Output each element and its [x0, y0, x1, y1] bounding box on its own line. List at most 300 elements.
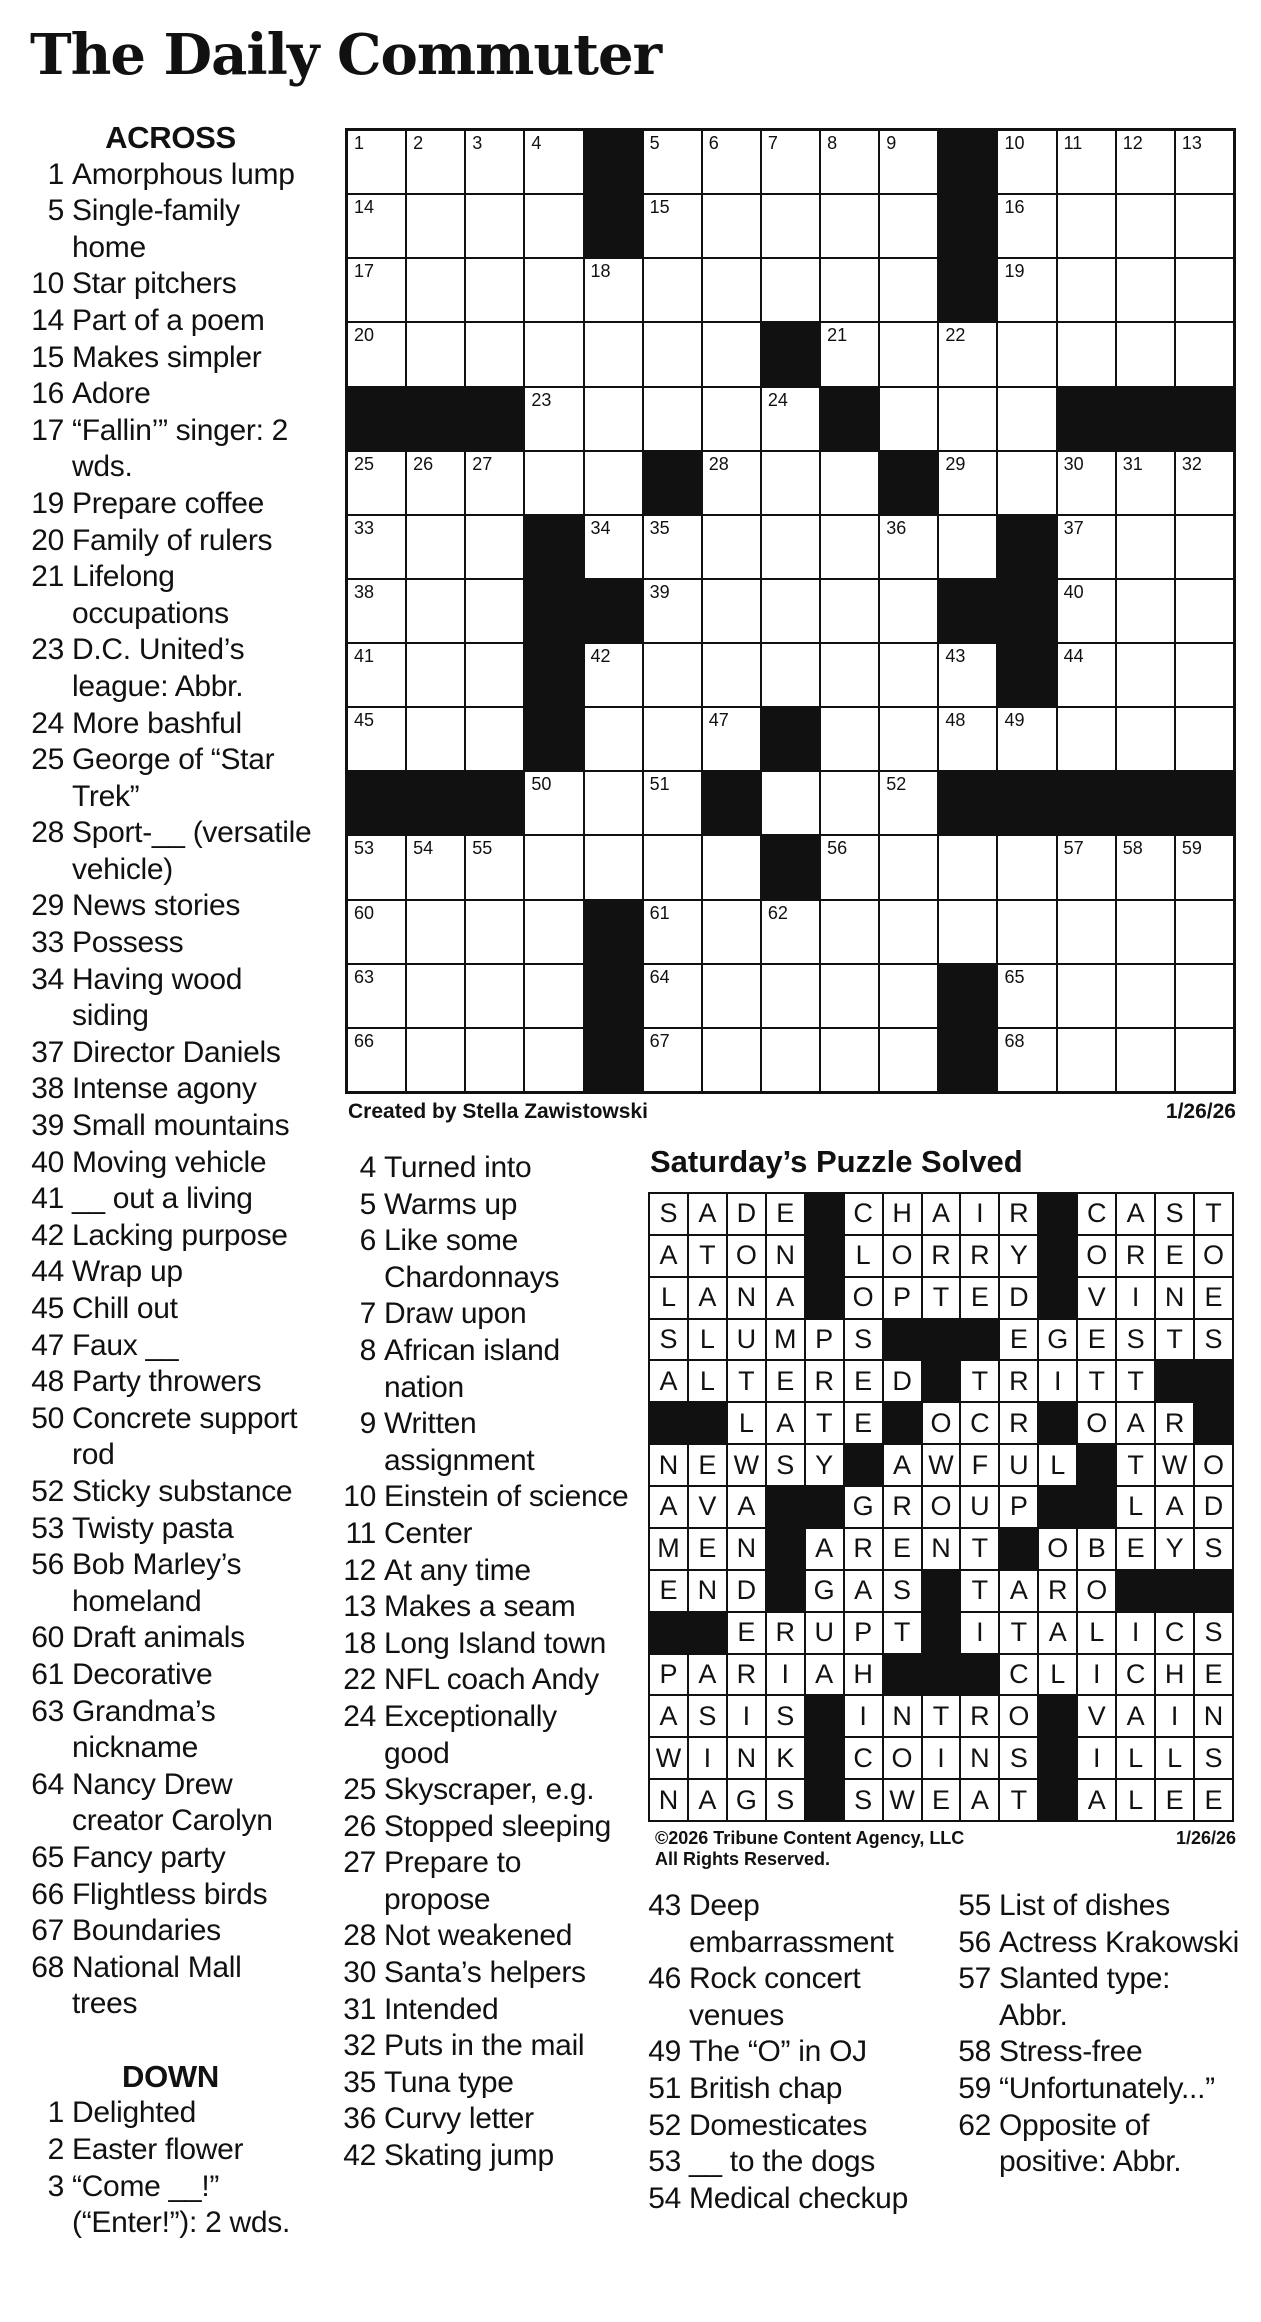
clue-down-b-25[interactable]: [340, 1772, 630, 1809]
grid-cell[interactable]: [939, 452, 996, 514]
grid-cell[interactable]: [998, 836, 1055, 898]
grid-cell[interactable]: [1058, 323, 1115, 385]
black-square: [939, 965, 996, 1027]
black-square: [585, 965, 642, 1027]
grid-cell[interactable]: [703, 836, 760, 898]
solved-letter: S: [1195, 1613, 1232, 1653]
clue-down-c-53[interactable]: [645, 2144, 945, 2181]
clue-across-21[interactable]: [28, 559, 313, 632]
clue-down-c-52[interactable]: [645, 2108, 945, 2145]
grid-cell[interactable]: [525, 1029, 582, 1091]
grid-cell[interactable]: [998, 131, 1055, 193]
grid-cell[interactable]: [821, 708, 878, 770]
clue-down-b-22[interactable]: [340, 1662, 630, 1699]
grid-cell[interactable]: [585, 259, 642, 321]
grid-cell[interactable]: [1117, 644, 1174, 706]
grid-cell[interactable]: [644, 131, 701, 193]
clue-down-b-18[interactable]: [340, 1626, 630, 1663]
grid-cell[interactable]: [525, 259, 582, 321]
grid-cell[interactable]: [1176, 644, 1233, 706]
grid-cell[interactable]: [1117, 580, 1174, 642]
grid-cell[interactable]: [407, 323, 464, 385]
clue-down-d-59[interactable]: [955, 2071, 1245, 2108]
grid-cell[interactable]: [1058, 708, 1115, 770]
grid-cell[interactable]: [762, 516, 819, 578]
grid-cell[interactable]: [703, 388, 760, 450]
clue-text: British chap: [689, 2071, 843, 2105]
grid-cell[interactable]: [1176, 131, 1233, 193]
grid-cell[interactable]: [407, 195, 464, 257]
grid-cell[interactable]: [1176, 901, 1233, 963]
grid-cell[interactable]: [348, 259, 405, 321]
clue-across-37[interactable]: [28, 1035, 313, 1072]
clue-across-16[interactable]: [28, 376, 313, 413]
grid-cell[interactable]: [1117, 1029, 1174, 1091]
grid-cell[interactable]: [407, 965, 464, 1027]
solved-black-square: [1156, 1571, 1193, 1611]
grid-cell[interactable]: [466, 452, 523, 514]
clue-across-10[interactable]: [28, 266, 313, 303]
grid-cell[interactable]: [939, 516, 996, 578]
grid-cell[interactable]: [466, 836, 523, 898]
grid-cell[interactable]: [585, 708, 642, 770]
grid-cell[interactable]: [703, 259, 760, 321]
grid-cell[interactable]: [880, 131, 937, 193]
clue-across-48[interactable]: [28, 1364, 313, 1401]
grid-cell[interactable]: [880, 516, 937, 578]
grid-cell[interactable]: [644, 901, 701, 963]
grid-cell[interactable]: [1176, 836, 1233, 898]
grid-cell[interactable]: [762, 195, 819, 257]
grid-cell[interactable]: [407, 644, 464, 706]
grid-cell[interactable]: [703, 708, 760, 770]
grid-cell[interactable]: [466, 323, 523, 385]
clue-across-19[interactable]: [28, 486, 313, 523]
grid-cell[interactable]: [821, 836, 878, 898]
grid-cell[interactable]: [1176, 195, 1233, 257]
grid-cell[interactable]: [407, 901, 464, 963]
clue-across-50[interactable]: [28, 1401, 313, 1474]
grid-cell[interactable]: [1176, 965, 1233, 1027]
grid-cell[interactable]: [821, 644, 878, 706]
clue-down-b-8[interactable]: [340, 1333, 630, 1406]
cell-number: 36: [886, 517, 907, 538]
clue-down-b-6[interactable]: [340, 1223, 630, 1296]
grid-cell[interactable]: [585, 644, 642, 706]
grid-cell[interactable]: [1058, 131, 1115, 193]
clue-number: 30: [343, 1956, 376, 1990]
black-square: [939, 580, 996, 642]
grid-cell[interactable]: [998, 965, 1055, 1027]
grid-cell[interactable]: [585, 452, 642, 514]
clue-down-b-35[interactable]: [340, 2065, 630, 2102]
grid-cell[interactable]: [1117, 516, 1174, 578]
grid-cell[interactable]: [407, 1029, 464, 1091]
grid-cell[interactable]: [998, 452, 1055, 514]
grid-cell[interactable]: [939, 708, 996, 770]
solved-letter: A: [689, 1780, 726, 1820]
grid-cell[interactable]: [762, 772, 819, 834]
clue-across-56[interactable]: [28, 1547, 313, 1620]
grid-cell[interactable]: [466, 1029, 523, 1091]
grid-cell[interactable]: [525, 965, 582, 1027]
clue-text: Domesticates: [689, 2108, 868, 2142]
grid-cell[interactable]: [1176, 259, 1233, 321]
clue-across-34[interactable]: [28, 962, 313, 1035]
grid-cell[interactable]: [644, 259, 701, 321]
grid-cell[interactable]: [466, 644, 523, 706]
grid-cell[interactable]: [1058, 516, 1115, 578]
clue-down-b-5[interactable]: [340, 1187, 630, 1224]
grid-cell[interactable]: [1058, 836, 1115, 898]
grid-cell[interactable]: [762, 901, 819, 963]
grid-cell[interactable]: [762, 965, 819, 1027]
clue-across-47[interactable]: [28, 1328, 313, 1365]
grid-cell[interactable]: [1058, 452, 1115, 514]
grid-cell[interactable]: [880, 388, 937, 450]
grid-cell[interactable]: [1117, 195, 1174, 257]
grid-cell[interactable]: [407, 259, 464, 321]
grid-cell[interactable]: [880, 195, 937, 257]
grid-cell[interactable]: [644, 388, 701, 450]
grid-cell[interactable]: [703, 644, 760, 706]
solved-black-square: [689, 1403, 726, 1443]
grid-cell[interactable]: [466, 901, 523, 963]
solved-letter: S: [767, 1445, 804, 1485]
grid-cell[interactable]: [585, 516, 642, 578]
cell-number: 17: [354, 261, 375, 282]
grid-cell[interactable]: [1117, 259, 1174, 321]
clue-down-b-30[interactable]: [340, 1955, 630, 1992]
grid-cell[interactable]: [821, 452, 878, 514]
clue-down-d-56[interactable]: [955, 1925, 1245, 1962]
grid-cell[interactable]: [880, 644, 937, 706]
grid-cell[interactable]: [821, 259, 878, 321]
grid-cell[interactable]: [880, 708, 937, 770]
clue-across-38[interactable]: [28, 1071, 313, 1108]
grid-cell[interactable]: [762, 131, 819, 193]
clue-across-17[interactable]: [28, 413, 313, 486]
clue-across-67[interactable]: [28, 1913, 313, 1950]
grid-cell[interactable]: [644, 708, 701, 770]
black-square: [762, 708, 819, 770]
clue-down-c-46[interactable]: [645, 1961, 945, 2034]
grid-cell[interactable]: [998, 259, 1055, 321]
solved-letter: T: [1117, 1445, 1154, 1485]
grid-cell[interactable]: [939, 388, 996, 450]
grid-cell[interactable]: [821, 772, 878, 834]
clue-down-b-28[interactable]: [340, 1918, 630, 1955]
grid-cell[interactable]: [998, 1029, 1055, 1091]
clue-down-b-31[interactable]: [340, 1992, 630, 2029]
clue-down-b-32[interactable]: [340, 2028, 630, 2065]
grid-cell[interactable]: [348, 708, 405, 770]
grid-cell[interactable]: [1117, 965, 1174, 1027]
clue-down-d-55[interactable]: [955, 1888, 1245, 1925]
grid-cell[interactable]: [998, 901, 1055, 963]
clue-across-52[interactable]: [28, 1474, 313, 1511]
grid-cell[interactable]: [348, 131, 405, 193]
grid-cell[interactable]: [525, 836, 582, 898]
grid-cell[interactable]: [880, 259, 937, 321]
clue-across-61[interactable]: [28, 1657, 313, 1694]
clue-number: 54: [648, 2181, 681, 2215]
grid-cell[interactable]: [407, 452, 464, 514]
grid-cell[interactable]: [1117, 323, 1174, 385]
clue-across-66[interactable]: [28, 1877, 313, 1914]
grid-cell[interactable]: [821, 131, 878, 193]
grid-cell[interactable]: [644, 516, 701, 578]
clue-down-b-27[interactable]: [340, 1845, 630, 1918]
grid-cell[interactable]: [703, 965, 760, 1027]
grid-cell[interactable]: [939, 836, 996, 898]
grid-cell[interactable]: [644, 1029, 701, 1091]
grid-cell[interactable]: [525, 323, 582, 385]
grid-cell[interactable]: [348, 1029, 405, 1091]
clue-down-b-26[interactable]: [340, 1809, 630, 1846]
clue-across-63[interactable]: [28, 1694, 313, 1767]
clue-text: Medical checkup: [689, 2181, 908, 2215]
clue-across-64[interactable]: [28, 1767, 313, 1840]
grid-cell[interactable]: [821, 965, 878, 1027]
clue-down-b-42[interactable]: [340, 2138, 630, 2175]
cell-number: 35: [649, 517, 670, 538]
grid-cell[interactable]: [644, 772, 701, 834]
grid-cell[interactable]: [880, 965, 937, 1027]
grid-cell[interactable]: [1176, 516, 1233, 578]
grid-cell[interactable]: [1117, 452, 1174, 514]
grid-cell[interactable]: [998, 708, 1055, 770]
grid-cell[interactable]: [1058, 965, 1115, 1027]
clue-down-b-12[interactable]: [340, 1553, 630, 1590]
grid-cell[interactable]: [348, 836, 405, 898]
grid-cell[interactable]: [821, 516, 878, 578]
grid-cell[interactable]: [466, 580, 523, 642]
clue-across-40[interactable]: [28, 1145, 313, 1182]
grid-cell[interactable]: [1117, 901, 1174, 963]
grid-cell[interactable]: [880, 772, 937, 834]
grid-cell[interactable]: [939, 323, 996, 385]
clue-across-14[interactable]: [28, 303, 313, 340]
grid-cell[interactable]: [703, 1029, 760, 1091]
grid-cell[interactable]: [880, 901, 937, 963]
clue-across-45[interactable]: [28, 1291, 313, 1328]
grid-cell[interactable]: [762, 1029, 819, 1091]
grid-cell[interactable]: [1176, 580, 1233, 642]
grid-cell[interactable]: [585, 323, 642, 385]
grid-cell[interactable]: [348, 195, 405, 257]
grid-cell[interactable]: [998, 388, 1055, 450]
crossword-grid[interactable]: [345, 128, 1236, 1094]
grid-cell[interactable]: [1176, 708, 1233, 770]
clue-number: 19: [31, 486, 64, 520]
grid-cell[interactable]: [703, 323, 760, 385]
clue-down-a-3[interactable]: [28, 2169, 313, 2242]
solved-black-square: [884, 1655, 921, 1695]
grid-cell[interactable]: [821, 323, 878, 385]
clue-across-42[interactable]: [28, 1218, 313, 1255]
grid-cell[interactable]: [466, 195, 523, 257]
grid-cell[interactable]: [821, 195, 878, 257]
grid-cell[interactable]: [939, 901, 996, 963]
clue-across-20[interactable]: [28, 523, 313, 560]
clue-across-28[interactable]: [28, 815, 313, 888]
solved-letter: R: [1000, 1403, 1037, 1443]
grid-cell[interactable]: [644, 836, 701, 898]
clue-down-b-36[interactable]: [340, 2101, 630, 2138]
black-square: [585, 580, 642, 642]
grid-cell[interactable]: [1058, 195, 1115, 257]
clue-across-25[interactable]: [28, 742, 313, 815]
clue-across-29[interactable]: [28, 888, 313, 925]
grid-cell[interactable]: [525, 452, 582, 514]
grid-cell[interactable]: [525, 195, 582, 257]
solved-letter: S: [1117, 1320, 1154, 1360]
clue-down-b-4[interactable]: [340, 1150, 630, 1187]
clue-down-b-11[interactable]: [340, 1516, 630, 1553]
grid-cell[interactable]: [703, 195, 760, 257]
clue-across-5[interactable]: [28, 193, 313, 266]
cell-number: 34: [590, 517, 611, 538]
grid-cell[interactable]: [703, 452, 760, 514]
solved-black-square: [650, 1403, 687, 1443]
grid-cell[interactable]: [762, 259, 819, 321]
solved-black-square: [1078, 1445, 1115, 1485]
grid-cell[interactable]: [644, 580, 701, 642]
grid-cell[interactable]: [407, 516, 464, 578]
clue-down-c-54[interactable]: [645, 2181, 945, 2218]
clue-across-39[interactable]: [28, 1108, 313, 1145]
clue-across-53[interactable]: [28, 1511, 313, 1548]
clue-across-24[interactable]: [28, 706, 313, 743]
solved-letter: L: [689, 1361, 726, 1401]
solved-letter: W: [728, 1445, 765, 1485]
grid-cell[interactable]: [644, 965, 701, 1027]
clue-across-41[interactable]: [28, 1181, 313, 1218]
grid-cell[interactable]: [703, 131, 760, 193]
grid-cell[interactable]: [407, 708, 464, 770]
grid-cell[interactable]: [466, 131, 523, 193]
solved-letter: O: [1000, 1696, 1037, 1736]
clue-down-c-49[interactable]: [645, 2034, 945, 2071]
grid-cell[interactable]: [466, 516, 523, 578]
grid-cell[interactable]: [585, 836, 642, 898]
grid-cell[interactable]: [644, 644, 701, 706]
grid-cell[interactable]: [821, 1029, 878, 1091]
grid-cell[interactable]: [348, 323, 405, 385]
grid-cell[interactable]: [762, 644, 819, 706]
grid-cell[interactable]: [762, 580, 819, 642]
grid-cell[interactable]: [1176, 323, 1233, 385]
grid-cell[interactable]: [821, 580, 878, 642]
clue-down-b-9[interactable]: [340, 1406, 630, 1479]
grid-cell[interactable]: [821, 901, 878, 963]
clue-across-68[interactable]: [28, 1950, 313, 2023]
grid-cell[interactable]: [525, 388, 582, 450]
grid-cell[interactable]: [880, 580, 937, 642]
grid-cell[interactable]: [466, 965, 523, 1027]
grid-cell[interactable]: [1176, 452, 1233, 514]
grid-cell[interactable]: [348, 452, 405, 514]
clue-across-60[interactable]: [28, 1620, 313, 1657]
clue-down-d-58[interactable]: [955, 2034, 1245, 2071]
grid-cell[interactable]: [880, 323, 937, 385]
grid-cell[interactable]: [998, 323, 1055, 385]
grid-cell[interactable]: [644, 195, 701, 257]
grid-cell[interactable]: [1058, 259, 1115, 321]
grid-cell[interactable]: [880, 836, 937, 898]
grid-cell[interactable]: [407, 580, 464, 642]
clue-across-23[interactable]: [28, 632, 313, 705]
clue-down-c-43[interactable]: [645, 1888, 945, 1961]
grid-cell[interactable]: [407, 131, 464, 193]
grid-cell[interactable]: [348, 580, 405, 642]
grid-cell[interactable]: [525, 131, 582, 193]
clue-across-65[interactable]: [28, 1840, 313, 1877]
clue-down-b-10[interactable]: [340, 1479, 630, 1516]
grid-cell[interactable]: [762, 452, 819, 514]
cell-number: 22: [945, 325, 966, 346]
grid-cell[interactable]: [1117, 708, 1174, 770]
grid-cell[interactable]: [348, 516, 405, 578]
clue-down-c-51[interactable]: [645, 2071, 945, 2108]
black-square: [407, 388, 464, 450]
solved-letter: O: [884, 1236, 921, 1276]
clue-down-a-2[interactable]: [28, 2132, 313, 2169]
grid-cell[interactable]: [762, 388, 819, 450]
solved-letter: E: [1000, 1320, 1037, 1360]
clue-down-d-62[interactable]: [955, 2108, 1245, 2181]
grid-cell[interactable]: [703, 580, 760, 642]
grid-cell[interactable]: [525, 901, 582, 963]
clue-down-b-24[interactable]: [340, 1699, 630, 1772]
clue-down-d-57[interactable]: [955, 1961, 1245, 2034]
grid-cell[interactable]: [1117, 836, 1174, 898]
clue-across-44[interactable]: [28, 1254, 313, 1291]
grid-cell[interactable]: [1058, 580, 1115, 642]
grid-cell[interactable]: [939, 644, 996, 706]
black-square: [525, 580, 582, 642]
grid-cell[interactable]: [1058, 901, 1115, 963]
grid-cell[interactable]: [644, 323, 701, 385]
grid-cell[interactable]: [348, 644, 405, 706]
clue-across-1[interactable]: [28, 157, 313, 194]
clue-down-b-7[interactable]: [340, 1296, 630, 1333]
clue-down-b-13[interactable]: [340, 1589, 630, 1626]
grid-cell[interactable]: [525, 772, 582, 834]
grid-cell[interactable]: [348, 965, 405, 1027]
grid-cell[interactable]: [1176, 1029, 1233, 1091]
grid-cell[interactable]: [1058, 644, 1115, 706]
clue-across-15[interactable]: [28, 340, 313, 377]
grid-cell[interactable]: [585, 388, 642, 450]
grid-cell[interactable]: [1117, 131, 1174, 193]
grid-cell[interactable]: [880, 1029, 937, 1091]
clue-across-33[interactable]: [28, 925, 313, 962]
grid-cell[interactable]: [1058, 1029, 1115, 1091]
solved-black-square: [1078, 1487, 1115, 1527]
grid-cell[interactable]: [466, 259, 523, 321]
grid-cell[interactable]: [703, 901, 760, 963]
grid-cell[interactable]: [585, 772, 642, 834]
grid-cell[interactable]: [998, 195, 1055, 257]
solved-letter: A: [689, 1655, 726, 1695]
grid-cell[interactable]: [348, 901, 405, 963]
grid-cell[interactable]: [703, 516, 760, 578]
clue-down-a-1[interactable]: [28, 2095, 313, 2132]
grid-cell[interactable]: [466, 708, 523, 770]
grid-cell[interactable]: [407, 836, 464, 898]
